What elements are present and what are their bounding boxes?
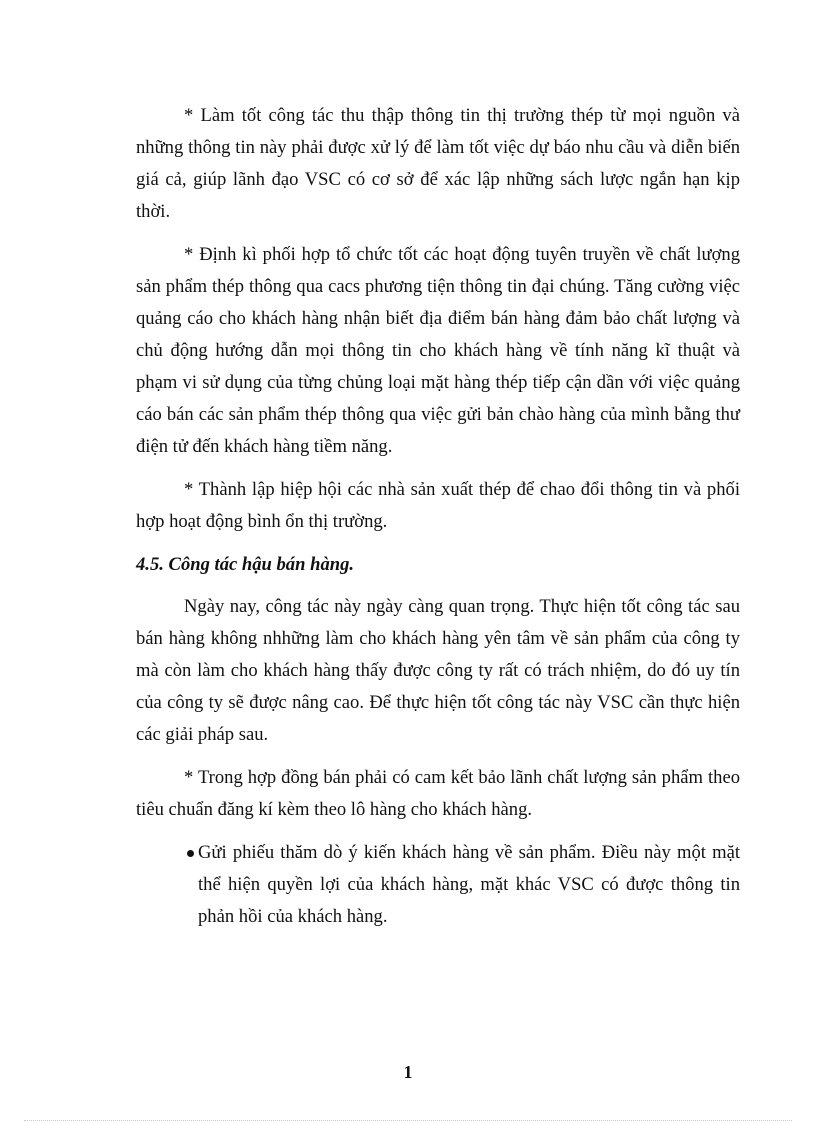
page-number: 1 <box>403 1062 413 1082</box>
paragraph-association: * Thành lập hiệp hội các nhà sản xuất thép để chao đổi thông tin và phối hợp hoạt động bình ổn thị trường. <box>136 479 740 532</box>
paragraph-market-info: * Làm tốt công tác thu thập thông tin thị trường thép từ mọi nguồn và những thông tin này phải được xử lý để làm tốt việc dự báo nhu cầu và diễn biến giá cả, giúp lãnh đạo VSC có cơ sở để xác lập những sách lược ngắn hạn kịp thời. <box>136 105 740 222</box>
page-content <box>136 100 740 933</box>
bullet-text: Gửi phiếu thăm dò ý kiến khách hàng về sản phẩm. Điều này một mặt thể hiện quyền lợi của khách hàng, mặt khác VSC có được thông tin phản hồi của khách hàng. <box>198 842 740 927</box>
bullet-list <box>136 837 740 933</box>
bullet-item <box>136 837 740 933</box>
bullet-icon <box>187 850 194 857</box>
paragraph-promotion: * Định kì phối hợp tổ chức tốt các hoạt động tuyên truyền về chất lượng sản phẩm thép thông qua cacs phương tiện thông tin đại chúng. Tăng cường việc quảng cáo cho khách hàng nhận biết địa điểm bán hàng đảm bảo chất lượng và chủ động hướng dẫn mọi thông tin cho khách hàng về tính năng kĩ thuật và phạm vi sử dụng của từng chủng loại mặt hàng thép tiếp cận dần với việc quảng cáo bán các sản phẩm thép thông qua việc gửi bản chào hàng của mình bằng thư điện tử đến khách hàng tiềm năng. <box>136 244 740 457</box>
page-bottom-border <box>24 1120 792 1121</box>
paragraph-after-sales-intro: Ngày nay, công tác này ngày càng quan trọng. Thực hiện tốt công tác sau bán hàng không nhhững làm cho khách hàng yên tâm về sản phẩm của công ty mà còn làm cho khách hàng thấy được công ty rất có trách nhiệm, do đó uy tín của công ty sẽ được nâng cao. Để thực hiện tốt công tác này VSC cần thực hiện các giải pháp sau. <box>136 596 740 745</box>
paragraph-warranty: * Trong hợp đồng bán phải có cam kết bảo lãnh chất lượng sản phẩm theo tiêu chuẩn đăng kí kèm theo lô hàng cho khách hàng. <box>136 767 740 820</box>
section-heading: 4.5. Công tác hậu bán hàng. <box>136 554 355 575</box>
